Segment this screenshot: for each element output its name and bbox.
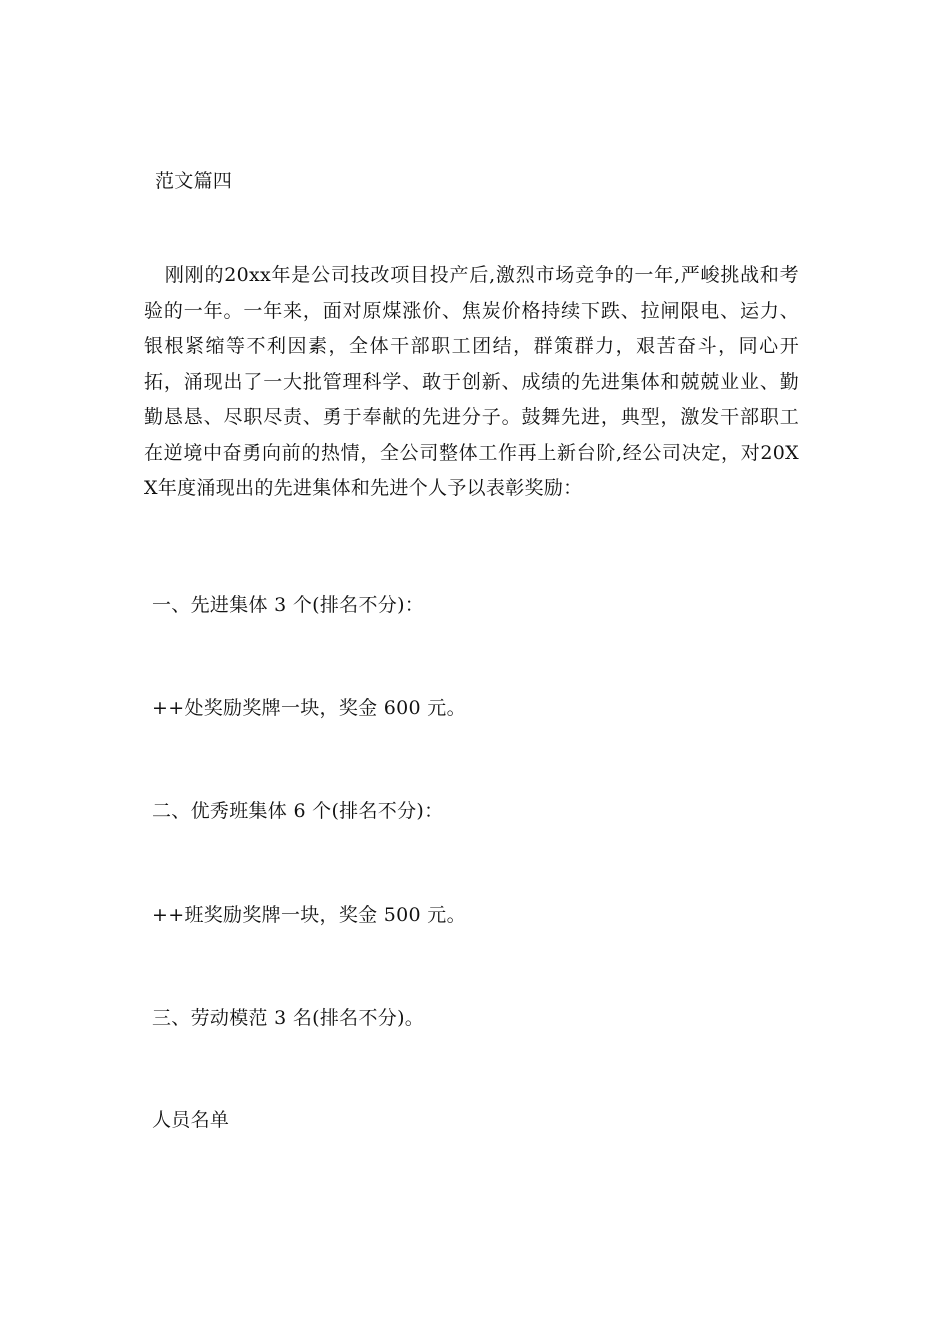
section-1-title: 一、先进集体 3 个(排名不分)： bbox=[152, 594, 425, 616]
section-heading: 范文篇四 bbox=[155, 170, 233, 192]
list-heading: 人员名单 bbox=[152, 1109, 230, 1131]
body-paragraph: 刚刚的20xx年是公司技改项目投产后,激烈市场竞争的一年,严峻挑战和考验的一年。一年来，面对原煤涨价、焦炭价格持续下跌、拉闸限电、运力、银根紧缩等不利因素，全体干部职工团结，群策群力，艰苦奋斗，同心开拓，涌现出了一大批管理科学、敢于创新、成绩的先进集体和兢兢业业、勤勤恳恳、尽职尽责、勇于奉献的先进分子。鼓舞先进，典型，激发干部职工在逆境中奋勇向前的热情，全公司整体工作再上新台阶,经公司决定，对20XX年度涌现出的先进集体和先进个人予以表彰奖励： bbox=[144, 264, 799, 499]
section-2-detail: ++班奖励奖牌一块，奖金 500 元。 bbox=[152, 904, 466, 926]
section-3-title: 三、劳动模范 3 名(排名不分)。 bbox=[152, 1007, 425, 1029]
section-1-detail: ++处奖励奖牌一块，奖金 600 元。 bbox=[152, 697, 466, 719]
section-2-title: 二、优秀班集体 6 个(排名不分)： bbox=[152, 800, 444, 822]
